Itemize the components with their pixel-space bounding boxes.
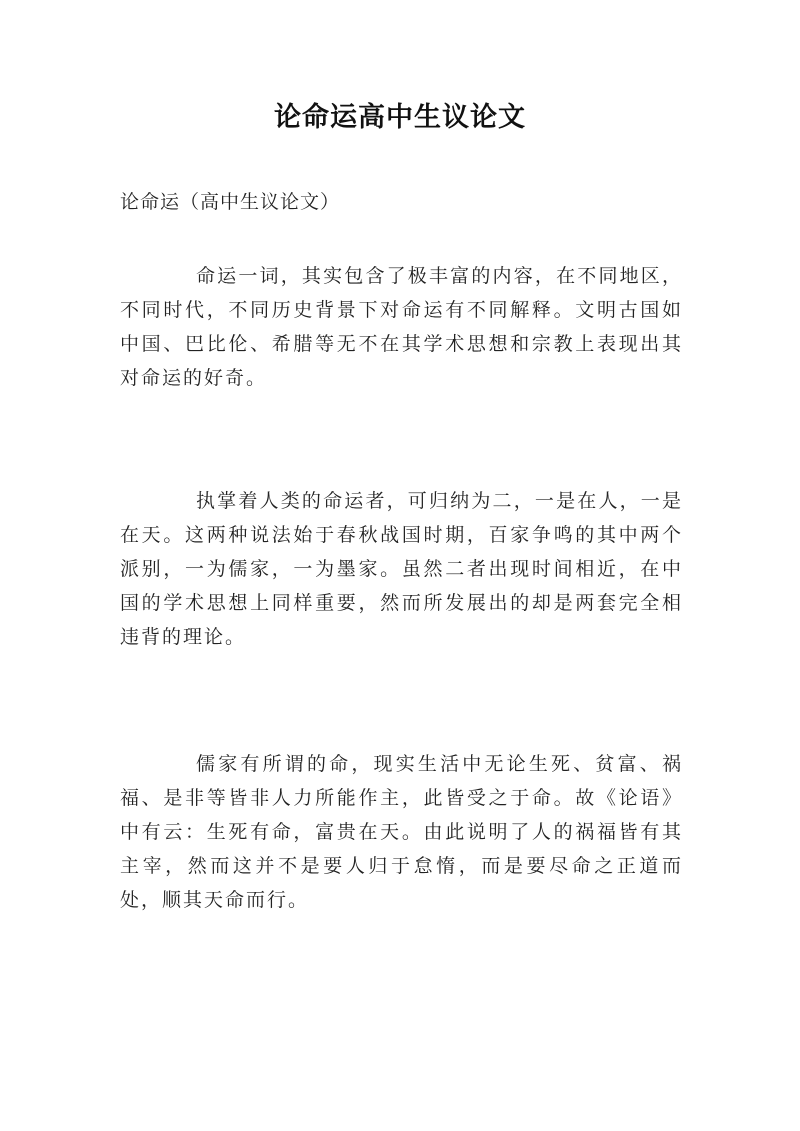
paragraph-2: 执掌着人类的命运者，可归纳为二，一是在人，一是在天。这两种说法始于春秋战国时期，百家争鸣的其中两个派别，一为儒家，一为墨家。虽然二者出现时间相近，在中国的学术思想上同样重要，然而所发展出的却是两套完全相违背的理论。 xyxy=(120,490,683,648)
document-title: 论命运高中生议论文 xyxy=(274,102,526,133)
document-subtitle: 论命运（高中生议论文） xyxy=(120,191,341,213)
paragraph-3: 儒家有所谓的命，现实生活中无论生死、贫富、祸福、是非等皆非人力所能作主，此皆受之于命。故《论语》中有云：生死有命，富贵在天。由此说明了人的祸福皆有其主宰，然而这并不是要人归于怠惰，而是要尽命之正道而处，顺其天命而行。 xyxy=(120,753,683,911)
paragraph-1: 命运一词，其实包含了极丰富的内容，在不同地区，不同时代，不同历史背景下对命运有不同解释。文明古国如中国、巴比伦、希腊等无不在其学术思想和宗教上表现出其对命运的好奇。 xyxy=(120,265,683,389)
